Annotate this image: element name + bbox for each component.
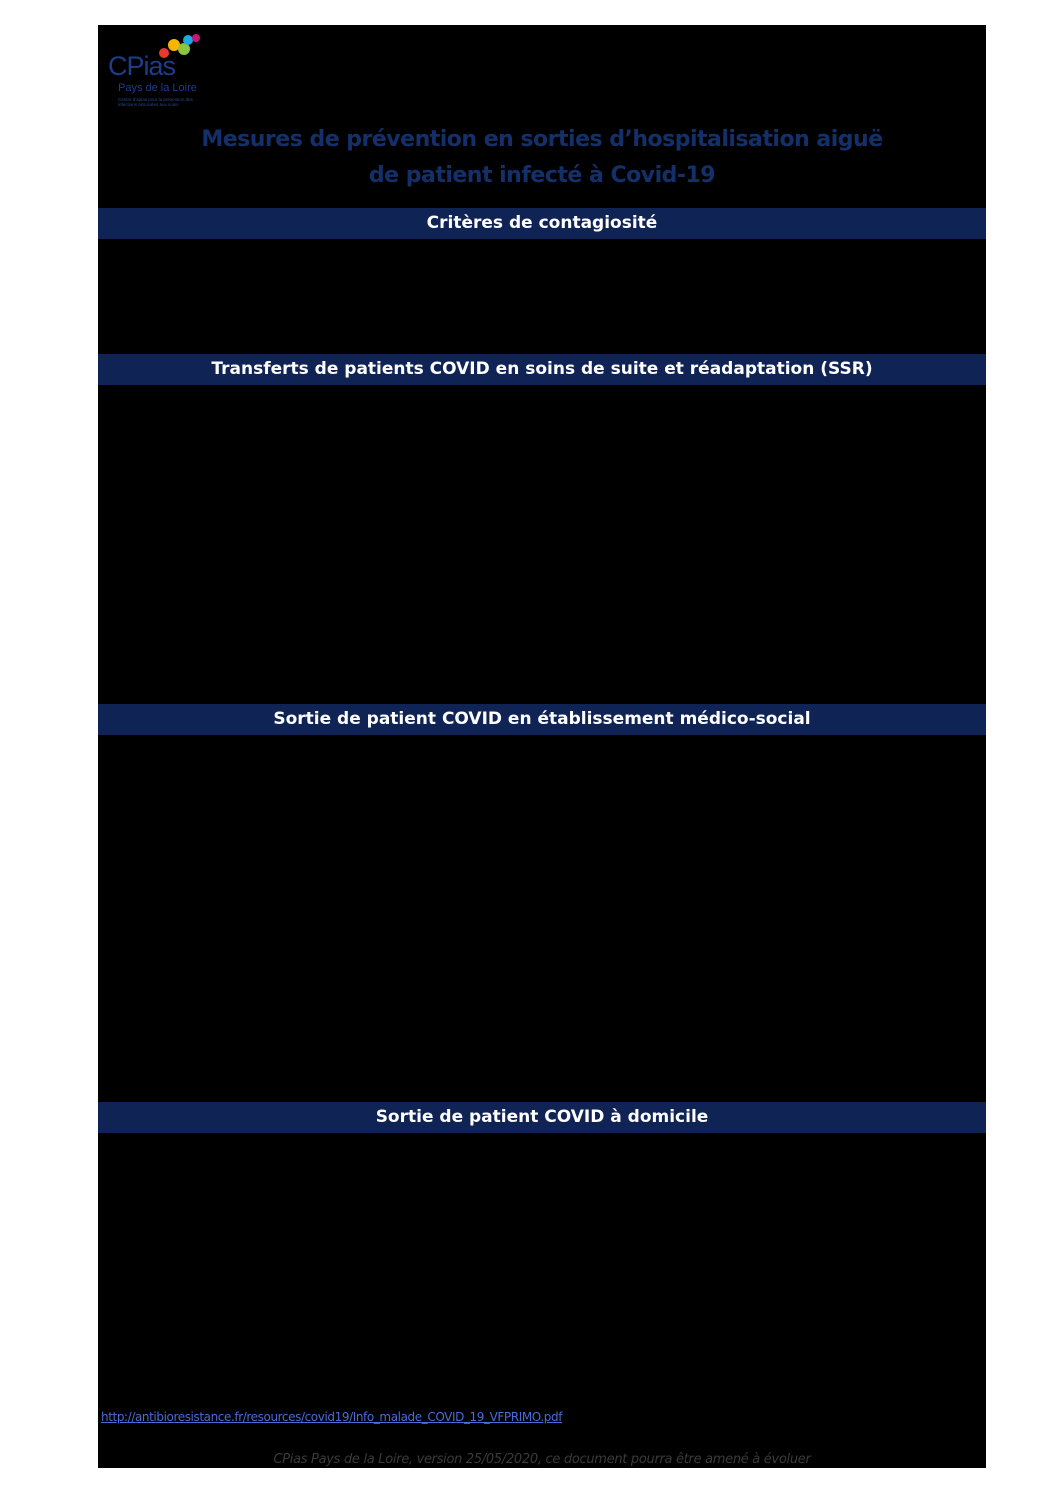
section-heading-domicile: Sortie de patient COVID à domicile [98, 1102, 986, 1133]
logo-subtitle: Centre d'appui pour la prévention des infections associées aux soins [118, 97, 193, 107]
logo-dot [183, 35, 193, 45]
logo-dot [192, 34, 200, 42]
section-heading-medico-social: Sortie de patient COVID en établissement médico-social [98, 704, 986, 735]
section-heading-contagiosite: Critères de contagiosité [98, 208, 986, 239]
cpias-logo [106, 31, 206, 115]
page-title [98, 122, 986, 194]
page-title-line-1: Mesures de prévention en sorties d’hospitalisation aiguë [201, 127, 883, 152]
footer-version: CPias Pays de la Loire, version 25/05/2020, ce document pourra être amené à évoluer [273, 1452, 811, 1467]
document-page [98, 25, 986, 1468]
logo-region: Pays de la Loire [118, 82, 197, 94]
page-title-line-2: de patient infecté à Covid-19 [368, 163, 716, 188]
logo-wordmark: CPias [108, 51, 176, 81]
info-malade-link[interactable]: http://antibioresistance.fr/resources/covid19/Info_malade_COVID_19_VFPRIMO.pdf [101, 1410, 563, 1424]
section-heading-ssr: Transferts de patients COVID en soins de suite et réadaptation (SSR) [98, 354, 986, 385]
